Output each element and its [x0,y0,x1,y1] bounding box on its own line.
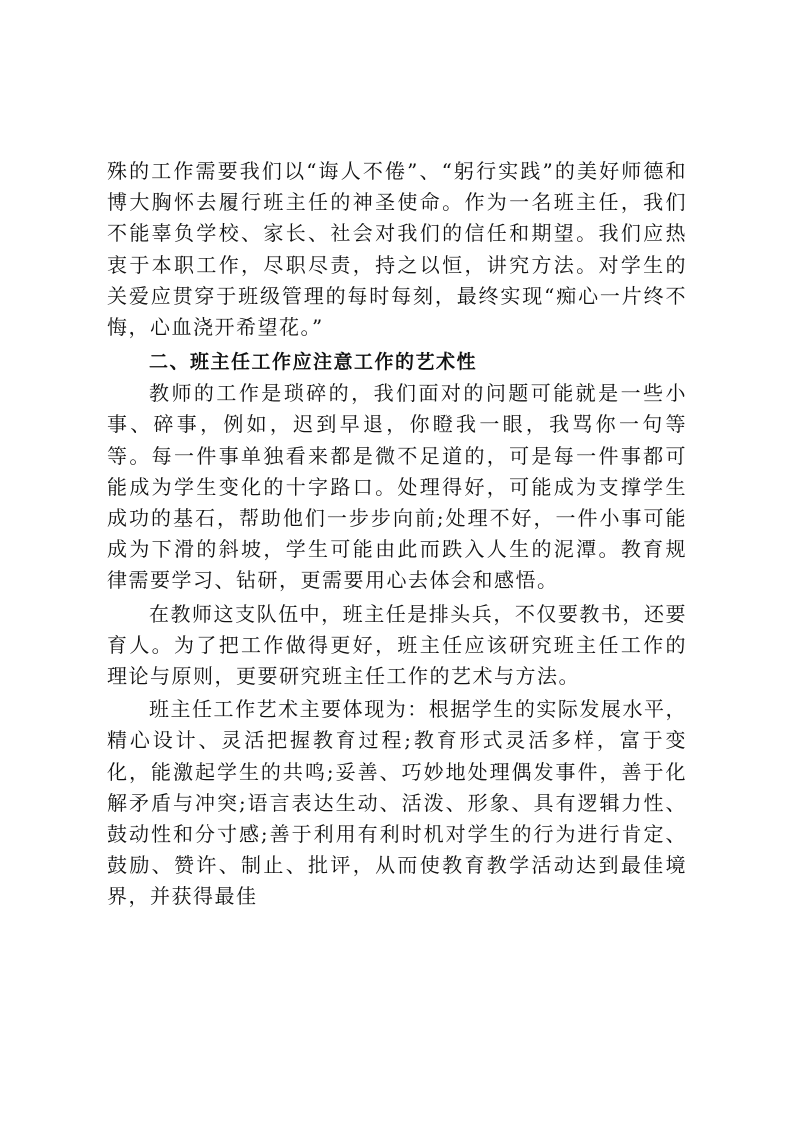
paragraph-2: 教师的工作是琐碎的，我们面对的问题可能就是一些小事、碎事，例如，迟到早退，你瞪我一眼，我骂你一句等等。每一件事单独看来都是微不足道的，可是每一件事都可能成为学生变化的十字路口。处理得好，可能成为支撑学生成功的基石，帮助他们一步步向前;处理不好，一件小事可能成为下滑的斜坡，学生可能由此而跌入人生的泥潭。教育规律需要学习、钻研，更需要用心去体会和感悟。 [107,381,687,593]
document-body [107,156,687,913]
section-heading: 二、班主任工作应注意工作的艺术性 [149,351,478,374]
paragraph-4: 班主任工作艺术主要体现为：根据学生的实际发展水平，精心设计、灵活把握教育过程;教育形式灵活多样，富于变化，能激起学生的共鸣;妥善、巧妙地处理偶发事件，善于化解矛盾与冲突;语言表达生动、活泼、形象、具有逻辑力性、鼓动性和分寸感;善于利用有利时机对学生的行为进行肯定、鼓励、赞许、制止、批评，从而使教育教学活动达到最佳境界，并获得最佳 [107,697,687,909]
paragraph-continued: 殊的工作需要我们以“诲人不倦”、“躬行实践”的美好师德和博大胸怀去履行班主任的神圣使命。作为一名班主任，我们不能辜负学校、家长、社会对我们的信任和期望。我们应热衷于本职工作，尽职尽责，持之以恒，讲究方法。对学生的关爱应贯穿于班级管理的每时每刻，最终实现“痴心一片终不悔，心血浇开希望花。” [107,159,687,340]
paragraph-3: 在教师这支队伍中，班主任是排头兵，不仅要教书，还要育人。为了把工作做得更好，班主任应该研究班主任工作的理论与原则，更要研究班主任工作的艺术与方法。 [107,601,687,689]
